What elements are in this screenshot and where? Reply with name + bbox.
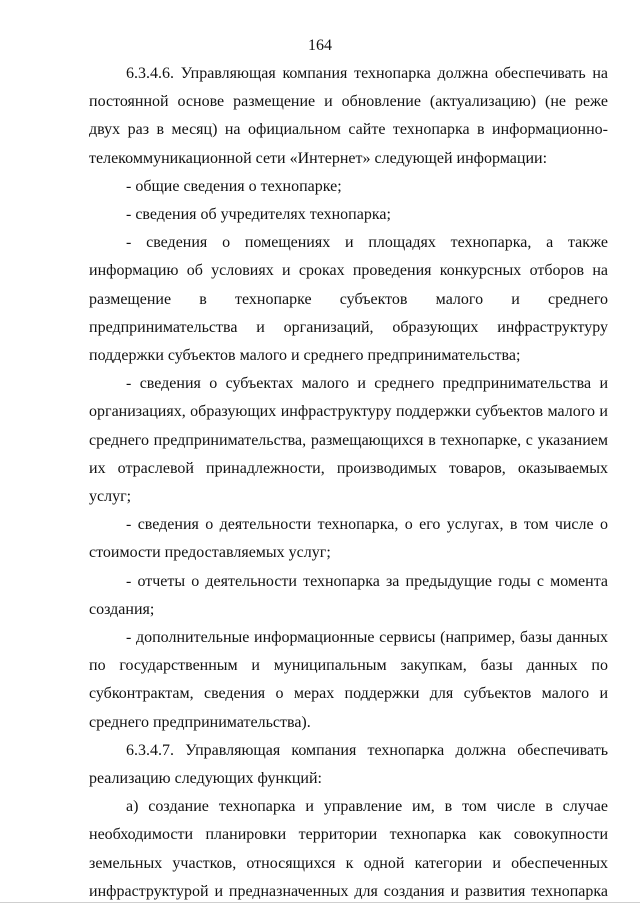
list-item-premises: - сведения о помещениях и площадях технопарка, а также информацию об условиях и сроках проведения конкурсных отборов на размещение в технопарке субъектов малого и среднего предпринимательства и организаций, образующих инфраструктуру поддержки субъектов малого и среднего предпринимательства; <box>89 234 608 365</box>
list-item-a: а) создание технопарка и управление им, в том числе в случае необходимости планировки территории технопарка как совокупности земельных участков, относящихся к одной категории и обеспеченных инфраструктурой и предназначенных для создания и развития технопарка <box>89 798 608 900</box>
page-edge-line <box>0 902 640 903</box>
list-item-founders: - сведения об учредителях технопарка; <box>126 206 391 224</box>
list-item-info-services: - дополнительные информационные сервисы (например, базы данных по государственным и муниципальным закупкам, базы данных по субконтрактам, сведения о мерах поддержки для субъектов малого и среднего предпринимательства). <box>89 629 608 731</box>
page-number: 164 <box>308 37 332 54</box>
list-item-activities: - сведения о деятельности технопарка, о его услугах, в том числе о стоимости предоставляемых услуг; <box>89 516 608 562</box>
list-item-sme-residents: - сведения о субъектах малого и среднего предпринимательства и организациях, образующих инфраструктуру поддержки субъектов малого и среднего предпринимательства, размещающихся в технопарке, с указанием их отраслевой принадлежности, производимых товаров, оказываемых услуг; <box>89 375 608 506</box>
paragraph-6-3-4-7: 6.3.4.7. Управляющая компания технопарка должна обеспечивать реализацию следующих функций: <box>89 741 608 788</box>
paragraph-6-3-4-6: 6.3.4.6. Управляющая компания технопарка должна обеспечивать на постоянной основе размещение и обновление (актуализацию) (не реже двух раз в месяц) на официальном сайте технопарка в информационно-телекоммуникационной сети «Интернет» следующей информации: <box>89 65 608 167</box>
list-item-general-info: - общие сведения о технопарке; <box>126 177 342 195</box>
list-item-reports: - отчеты о деятельности технопарка за предыдущие годы с момента создания; <box>89 572 608 618</box>
document-body <box>89 60 608 906</box>
